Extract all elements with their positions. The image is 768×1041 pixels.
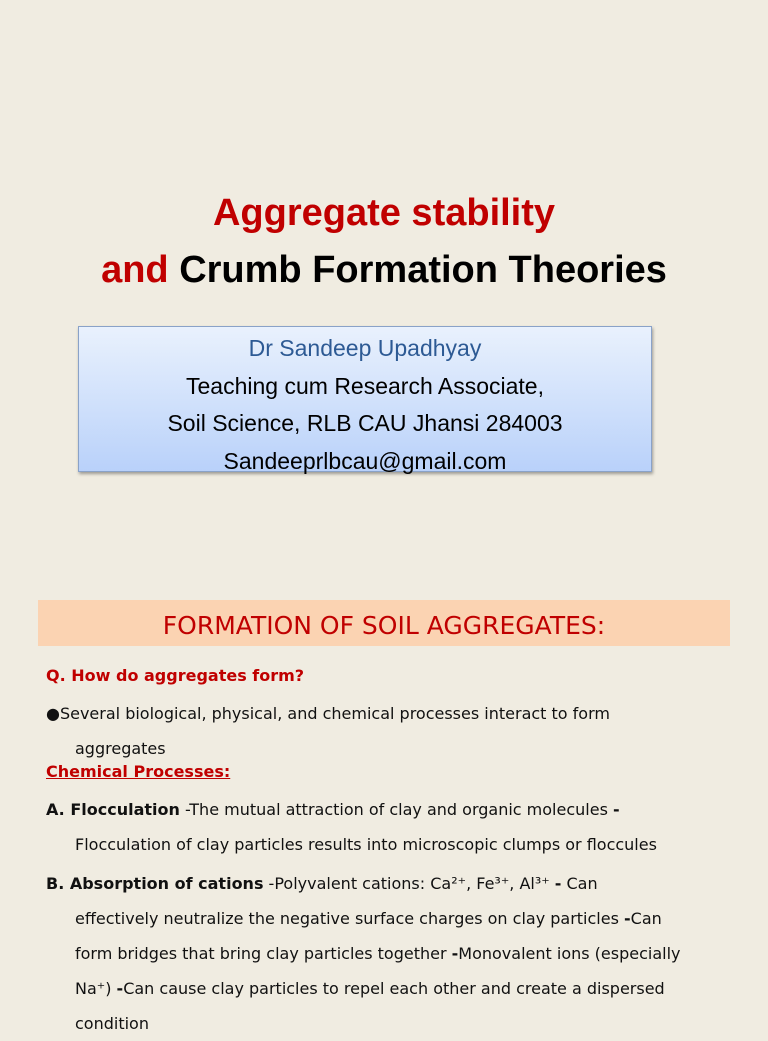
absorption-text-3: form bridges that bring clay particles together	[75, 944, 452, 963]
bullet-line-1: ●Several biological, physical, and chemical processes interact to form	[46, 704, 610, 723]
title-and-word: and	[101, 249, 169, 291]
author-affiliation: Soil Science, RLB CAU Jhansi 284003	[167, 410, 563, 436]
author-email: Sandeeprlbcau@gmail.com	[223, 447, 507, 474]
question: Q. How do aggregates form?	[46, 666, 305, 685]
absorption-label: B. Absorption of cations	[46, 874, 264, 893]
absorption-text-3-end: Monovalent ions (especially	[458, 944, 681, 963]
absorption-dash-1: -	[554, 874, 562, 893]
section-heading: FORMATION OF SOIL AGGREGATES:	[38, 600, 730, 646]
absorption-text-4-end: Can cause clay particles to repel each other and create a dispersed	[123, 979, 665, 998]
bullet-paragraph	[46, 696, 736, 766]
flocculation-text-2: Flocculation of clay particles results into microscopic clumps or floccules	[75, 835, 657, 854]
author-box	[78, 326, 652, 472]
absorption-dash-2: -	[624, 909, 631, 928]
absorption-dash-4: -	[116, 979, 124, 998]
absorption-paragraph	[46, 866, 736, 1041]
title-line-2	[0, 249, 768, 292]
absorption-text-2: effectively neutralize the negative surface charges on clay particles	[75, 909, 625, 928]
flocculation-dash: -	[613, 800, 620, 819]
absorption-text-1: -Polyvalent cations: Ca²⁺, Fe³⁺, Al³⁺	[263, 874, 555, 893]
absorption-dash-3: -	[451, 944, 459, 963]
author-designation: Teaching cum Research Associate,	[186, 372, 544, 399]
absorption-text-1-end: Can	[561, 874, 598, 893]
chemical-processes-heading: Chemical Processes:	[46, 762, 231, 781]
flocculation-text-1: -The mutual attraction of clay and organic molecules	[179, 800, 613, 819]
absorption-text-2-end: Can	[630, 909, 662, 928]
absorption-text-5: condition	[75, 1014, 149, 1033]
absorption-text-4: Na⁺)	[75, 979, 117, 998]
bullet-line-2: aggregates	[75, 739, 166, 758]
flocculation-paragraph	[46, 792, 736, 862]
author-name: Dr Sandeep Upadhyay	[248, 335, 482, 361]
title-line-1: Aggregate stability	[212, 192, 556, 234]
flocculation-label: A. Flocculation	[46, 800, 180, 819]
title-crumb-formation: Crumb Formation Theories	[179, 249, 667, 291]
